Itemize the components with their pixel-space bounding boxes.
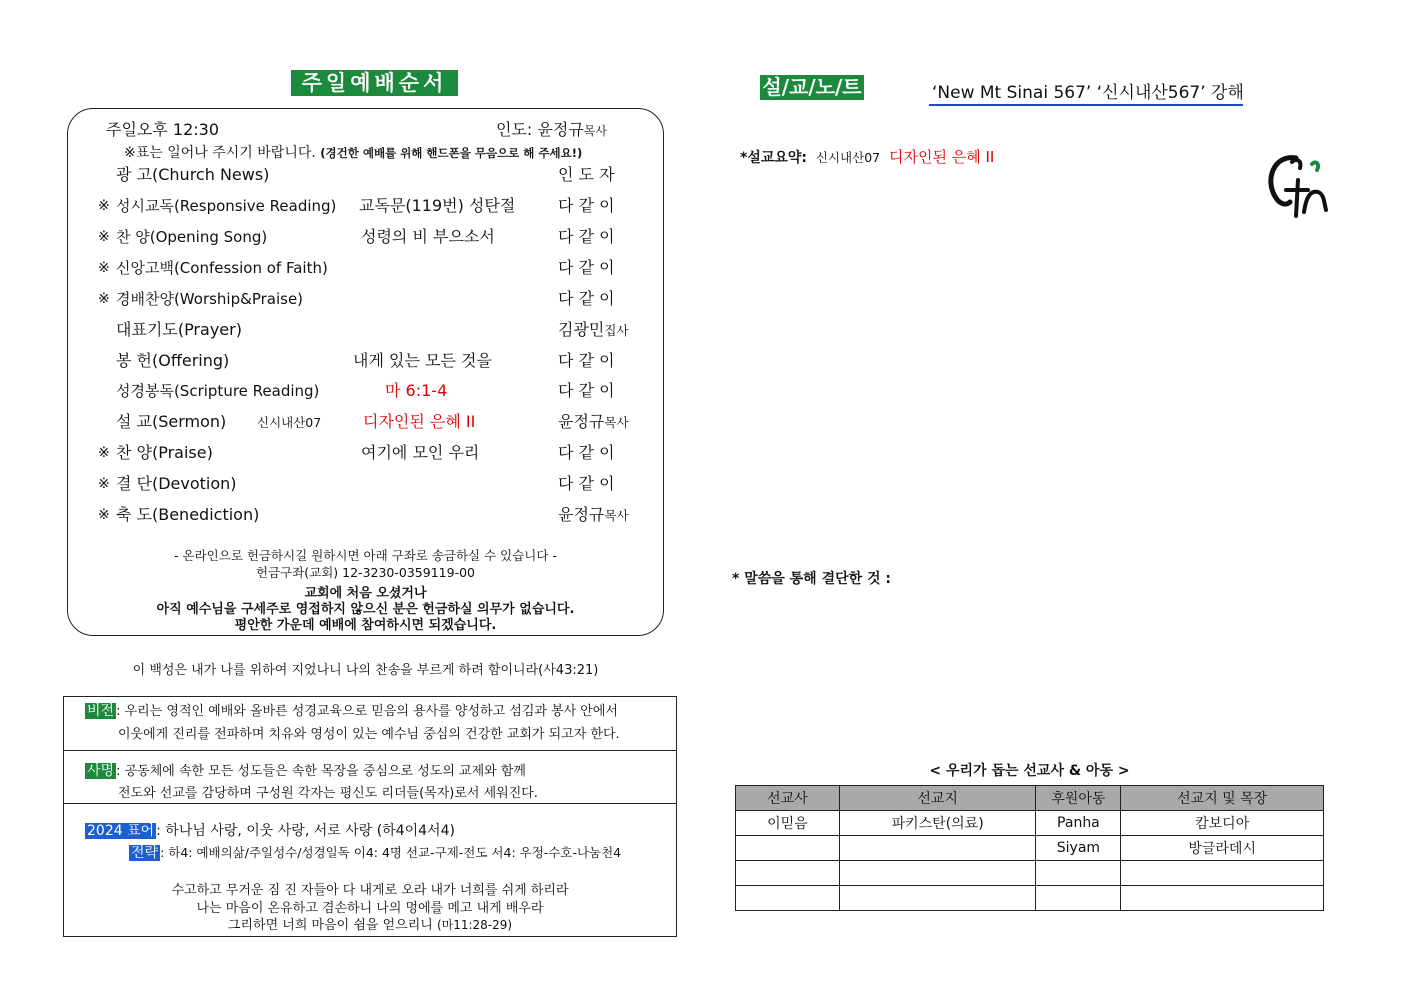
item-name: 성경봉독(Scripture Reading) [116,382,320,400]
motto-text: : 하나님 사랑, 이웃 사랑, 서로 사랑 (하4이4서4) [156,823,455,839]
sermon-note-title: 설/교/노/트 [760,75,864,100]
worship-item [98,503,648,527]
who-name: 다 같 이 [558,258,615,277]
mission-line-2: 전도와 선교를 감당하며 구성원 각자는 평신도 리더들(목자)로서 세워진다. [118,786,538,801]
table-cell [736,861,840,886]
item-name: 축 도(Benediction) [116,505,260,524]
table-cell [839,886,1036,911]
table-cell: Siyam [1036,836,1121,861]
worship-item [98,225,648,249]
item-name: 설 교(Sermon) [116,412,227,431]
vision-line-1 [85,700,618,720]
leader-label: 인도: [496,120,533,139]
item-who [558,503,629,528]
item-who [558,318,629,343]
item-name: 찬 양(Opening Song) [116,228,268,246]
strategy-text: : 하4: 예배의삶/주일성수/성경일독 이4: 4명 선교-구제-전도 서4: 우정-수호-나눔천4 [160,845,622,860]
table-cell [1036,861,1121,886]
table-cell: 이믿음 [736,811,840,836]
scripture-line-1: 수고하고 무거운 짐 진 자들아 다 내게로 오라 내가 너희를 쉬게 하리라 [171,883,569,898]
table-row [736,836,1324,861]
item-who [558,441,615,465]
phone-note: (경건한 예배를 위해 핸드폰을 무음으로 해 주세요!) [320,146,583,160]
item-who [558,472,615,496]
item-detail-red: 마 6:1-4 [385,381,448,400]
standing-note [124,142,582,162]
decision-label: * 말씀을 통해 결단한 것 : [732,571,892,587]
offering-account: 헌금구좌(교회) 12-3230-0359119-00 [255,565,475,580]
who-name: 다 같 이 [558,227,615,246]
worship-item [98,194,648,218]
divider [63,750,677,751]
stand-mark: ※ [98,507,110,523]
worship-order-title: 주일예배순서 [291,70,458,96]
item-name: 찬 양(Praise) [116,443,213,462]
worship-item [98,410,648,434]
missionaries-title: < 우리가 돕는 선교사 & 아동 > [929,763,1130,779]
visitor-note-2: 아직 예수님을 구세주로 영접하지 않으신 분은 헌금하실 의무가 없습니다. [156,602,575,617]
vision-text-1: : 우리는 영적인 예배와 올바른 성경교육으로 믿음의 용사를 양성하고 섬김과 봉사 안에서 [116,704,618,719]
stand-mark: ※ [98,229,110,245]
worship-item [98,256,648,280]
table-cell: Panha [1036,811,1121,836]
worship-item [98,379,648,403]
stand-mark: ※ [98,476,110,492]
scripture-text-3: 그리하면 너희 마음이 쉼을 얻으리니 [227,918,433,933]
strategy-line [129,842,621,862]
scripture-line-3 [63,914,677,933]
header-field-cell: 선교지 및 목장 [1121,786,1324,811]
who-title: 목사 [604,415,629,430]
table-cell: 방글라데시 [1121,836,1324,861]
summary-label: *설교요약: [740,150,808,166]
table-row [736,886,1324,911]
table-cell [839,861,1036,886]
table-cell [1121,861,1324,886]
visitor-note-1: 교회에 처음 오셨거나 [304,586,427,601]
who-name: 다 같 이 [558,289,615,308]
who-name: 다 같 이 [558,196,615,215]
service-leader [496,117,607,140]
missionaries-table [735,785,1324,911]
mission-text-1: : 공동체에 속한 모든 성도들은 속한 목장을 중심으로 성도의 교제와 함께 [116,764,526,779]
header-sponsored-child: 후원아동 [1036,786,1121,811]
worship-item [98,349,648,373]
item-who [558,410,629,435]
who-name: 다 같 이 [558,474,615,493]
sermon-source: 신시내산07 [257,415,322,430]
leader-title: 목사 [583,124,607,138]
item-who [558,379,615,403]
strategy-label: 전략 [131,845,159,861]
item-detail [257,410,321,435]
motto-label: 2024 표어 [87,823,155,839]
summary-title: 디자인된 은혜 II [889,148,995,166]
who-name: 다 같 이 [558,381,615,400]
worship-item [98,318,648,342]
series-underline [929,104,1243,106]
table-row [736,811,1324,836]
worship-item [98,441,648,465]
vision-line-2: 이웃에게 진리를 전파하며 치유와 영성이 있는 예수님 중심의 건강한 교회가 되고자 한다. [118,727,620,742]
item-name: 성시교독(Responsive Reading) [116,197,337,215]
table-row [736,861,1324,886]
who-name: 인 도 자 [558,165,615,184]
worship-item [98,287,648,311]
leader-name: 윤정규 [537,120,584,139]
stand-mark: ※ [98,198,110,214]
standing-note-text: ※표는 일어나 주시기 바랍니다. [124,145,316,161]
service-time: 주일오후 12:30 [106,120,220,139]
item-detail: 교독문(119번) 성탄절 [359,196,516,215]
table-header-row [736,786,1324,811]
who-title: 목사 [604,508,629,523]
item-who [558,194,615,218]
table-cell [1121,886,1324,911]
header-missionary: 선교사 [736,786,840,811]
who-name: 김광민 [558,320,605,339]
table-cell: 파키스탄(의료) [839,811,1036,836]
online-offering-note: - 온라인으로 헌금하시길 원하시면 아래 구좌로 송금하실 수 있습니다 - [174,548,557,563]
table-cell [736,836,840,861]
who-name: 다 같 이 [558,443,615,462]
item-who [558,287,615,311]
item-who [558,256,615,280]
item-who [558,225,615,249]
item-detail: 여기에 모인 우리 [361,443,480,462]
item-name: 대표기도(Prayer) [116,320,242,339]
item-name: 광 고(Church News) [116,165,270,184]
who-name: 다 같 이 [558,351,615,370]
header-field: 선교지 [839,786,1036,811]
item-who [558,349,615,373]
mission-line-1 [85,760,526,780]
sermon-series: ‘New Mt Sinai 567’ ‘신시내산567’ 강해 [932,83,1244,103]
item-detail: 성령의 비 부으소서 [361,227,495,246]
who-name: 윤정규 [558,412,605,431]
divider [63,803,677,804]
who-title: 집사 [604,323,629,338]
theme-verse: 이 백성은 내가 나를 위하여 지었나니 나의 찬송을 부르게 하려 함이니라(사43:21) [132,663,599,678]
stand-mark: ※ [98,291,110,307]
item-name: 봉 헌(Offering) [116,351,230,370]
summary-source: 신시내산07 [815,150,881,165]
visitor-note-3: 평안한 가운데 예배에 참여하시면 되겠습니다. [234,618,497,633]
scripture-line-2: 나는 마음이 온유하고 겸손하니 나의 멍에를 메고 내게 배우라 [196,901,544,916]
vision-label: 비전 [87,703,115,719]
table-cell [1036,886,1121,911]
item-who [558,163,615,187]
item-name: 신앙고백(Confession of Faith) [116,259,328,277]
motto-line [85,820,455,840]
table-cell [736,886,840,911]
worship-item [98,163,648,187]
table-cell [839,836,1036,861]
who-name: 윤정규 [558,505,605,524]
stand-mark: ※ [98,260,110,276]
table-cell: 캄보디아 [1121,811,1324,836]
item-detail-red: 디자인된 은혜 II [363,412,476,431]
mission-label: 사명 [87,763,115,779]
item-detail: 내게 있는 모든 것을 [353,351,492,370]
church-logo-icon [1262,150,1334,220]
sermon-summary [740,146,994,167]
worship-item [98,472,648,496]
item-name: 결 단(Devotion) [116,474,237,493]
stand-mark: ※ [98,445,110,461]
item-name: 경배찬양(Worship&Praise) [116,290,304,308]
scripture-ref: (마11:28-29) [436,918,513,932]
